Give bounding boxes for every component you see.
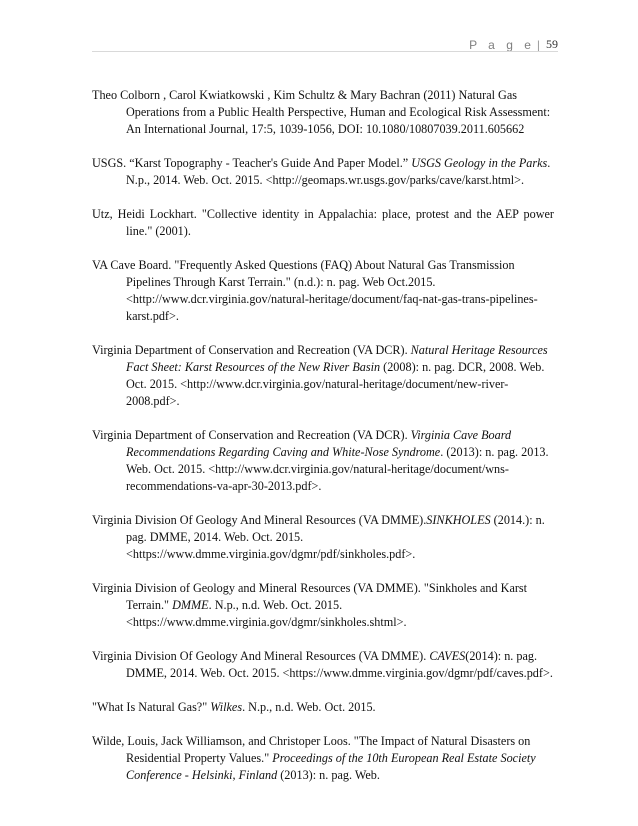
- page-separator: |: [536, 37, 540, 52]
- page-header: [469, 37, 558, 52]
- reference-entry: Theo Colborn , Carol Kwiatkowski , Kim Schultz & Mary Bachran (2011) Natural Gas Operations from a Public Health Perspective, Human and Ecological Risk Assessment: An International Journal, 17:5, 1039-1056, DOI: 10.1080/10807039.2011.605662: [92, 88, 551, 136]
- page-label: P a g e: [469, 37, 535, 52]
- reference-entry: Virginia Division Of Geology And Mineral Resources (VA DMME).SINKHOLES (2014.): n. pag. DMME, 2014. Web. Oct. 2015. <https://www.dmme.virginia.gov/dgmr/pdf/sinkholes.pdf>.: [92, 513, 545, 561]
- reference-entry: VA Cave Board. "Frequently Asked Questions (FAQ) About Natural Gas Transmission Pipelines Through Karst Terrain." (n.d.): n. pag. Web Oct.2015.<http://www.dcr.virginia.gov/natural-heritage/document/faq-nat-gas-trans-pipelines-karst.pdf>.: [92, 258, 538, 323]
- header-rule: [92, 51, 558, 52]
- reference-list: [92, 87, 554, 801]
- reference-entry: Virginia Division Of Geology And Mineral Resources (VA DMME). CAVES(2014): n. pag. DMME, 2014. Web. Oct. 2015. <https://www.dmme.virginia.gov/dgmr/pdf/caves.pdf>.: [92, 649, 553, 680]
- reference-entry: Virginia Division of Geology and Mineral Resources (VA DMME). "Sinkholes and Karst Terrain." DMME. N.p., n.d. Web. Oct. 2015. <https://www.dmme.virginia.gov/dgmr/sinkholes.shtml>.: [92, 581, 528, 629]
- reference-entry: USGS. “Karst Topography - Teacher's Guide And Paper Model.” USGS Geology in the Parks. N.p., 2014. Web. Oct. 2015. <http://geomaps.wr.usgs.gov/parks/cave/karst.html>.: [92, 156, 551, 187]
- page-number: 59: [546, 37, 558, 51]
- reference-entry: Wilde, Louis, Jack Williamson, and Christoper Loos. "The Impact of Natural Disasters on Residential Property Values." Proceedings of the 10th European Real Estate Society Conference - Helsinki, Finland (2013): n. pag. Web.: [92, 734, 536, 782]
- reference-entry: Virginia Department of Conservation and Recreation (VA DCR). Natural Heritage Resources Fact Sheet: Karst Resources of the New River Basin (2008): n. pag. DCR, 2008. Web. Oct. 2015. <http://www.dcr.virginia.gov/natural-heritage/document/new-river-2008.pdf>.: [92, 343, 548, 408]
- reference-entry: "What Is Natural Gas?" Wilkes. N.p., n.d. Web. Oct. 2015.: [92, 700, 376, 714]
- reference-entry: Utz, Heidi Lockhart. "Collective identity in Appalachia: place, protest and the AEP power line." (2001).: [92, 207, 554, 238]
- reference-entry: Virginia Department of Conservation and Recreation (VA DCR). Virginia Cave Board Recommendations Regarding Caving and White-Nose Syndrome. (2013): n. pag. 2013. Web. Oct. 2015. <http://www.dcr.virginia.gov/natural-heritage/document/wns-recommendations-va-apr-30-2013.pdf>.: [92, 428, 549, 493]
